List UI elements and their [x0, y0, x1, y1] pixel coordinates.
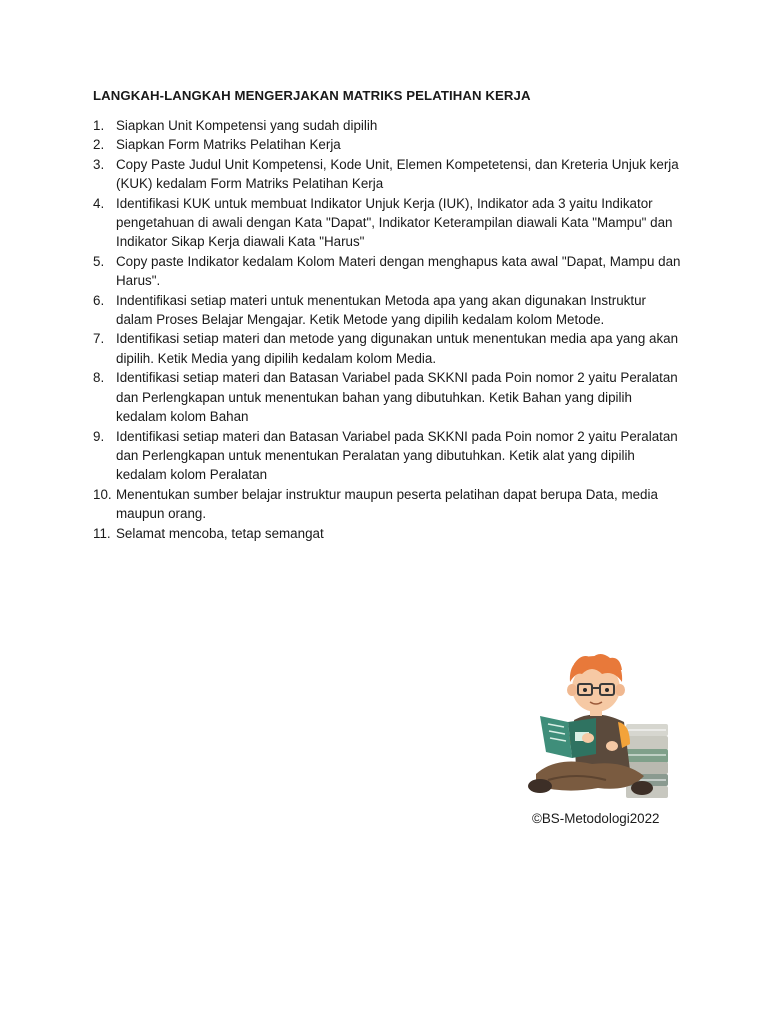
step-number: 10.	[93, 486, 112, 502]
step-number: 7.	[93, 331, 105, 347]
step-item	[93, 427, 683, 485]
step-number: 2.	[93, 137, 105, 153]
step-item	[93, 329, 683, 368]
step-item	[93, 291, 683, 330]
step-item	[93, 368, 683, 426]
step-item	[93, 116, 683, 135]
step-item	[93, 135, 683, 154]
step-text: Identifikasi setiap materi dan Batasan Variabel pada SKKNI pada Poin nomor 2 yaitu Peralatan dan Perlengkapan untuk menentukan bahan yang dibutuhkan. Ketik Bahan yang dipilih kedalam kolom Bahan	[116, 370, 678, 425]
step-number: 1.	[93, 118, 105, 133]
step-number: 4.	[93, 195, 105, 211]
step-number: 5.	[93, 253, 105, 269]
step-item	[93, 155, 683, 194]
step-text: Indentifikasi setiap materi untuk menentukan Metoda apa yang akan digunakan Instruktur dalam Proses Belajar Mengajar. Ketik Metode yang dipilih kedalam kolom Metode.	[116, 292, 647, 328]
step-text: Identifikasi setiap materi dan metode yang digunakan untuk menentukan media apa yang akan dipilih. Ketik Media yang dipilih kedalam kolom Media.	[116, 331, 679, 366]
boy-reading-book-illustration	[526, 652, 672, 802]
step-text: Siapkan Form Matriks Pelatihan Kerja	[116, 137, 341, 153]
step-number: 9.	[93, 428, 105, 444]
step-text: Copy Paste Judul Unit Kompetensi, Kode Unit, Elemen Kompetetensi, dan Kreteria Unjuk kerja (KUK) kedalam Form Matriks Pelatihan Kerja	[116, 156, 679, 192]
step-number: 11.	[93, 525, 111, 541]
copyright-text: ©BS-Metodologi2022	[532, 811, 660, 826]
step-item	[93, 524, 683, 543]
step-number: 3.	[93, 156, 105, 172]
step-text: Identifikasi KUK untuk membuat Indikator Unjuk Kerja (IUK), Indikator ada 3 yaitu Indikator pengetahuan di awali dengan Kata "Dapat", Indikator Keterampilan diawali Kata "Mampu" dan Indikator Sikap Kerja diawali Kata "Harus"	[116, 195, 673, 250]
step-item	[93, 485, 683, 524]
step-text: Selamat mencoba, tetap semangat	[116, 525, 324, 541]
step-number: 6.	[93, 292, 105, 308]
document-title: LANGKAH-LANGKAH MENGERJAKAN MATRIKS PELATIHAN KERJA	[93, 88, 531, 103]
step-text: Identifikasi setiap materi dan Batasan Variabel pada SKKNI pada Poin nomor 2 yaitu Peralatan dan Perlengkapan untuk menentukan Peralatan yang dibutuhkan. Ketik alat yang dipilih kedalam kolom Peralatan	[116, 428, 678, 483]
step-number: 8.	[93, 370, 105, 386]
step-text: Siapkan Unit Kompetensi yang sudah dipilih	[116, 118, 378, 133]
steps-list	[93, 116, 683, 543]
step-text: Menentukan sumber belajar instruktur maupun peserta pelatihan dapat berupa Data, media maupun orang.	[116, 486, 658, 522]
step-text: Copy paste Indikator kedalam Kolom Materi dengan menghapus kata awal "Dapat, Mampu dan Harus".	[116, 253, 681, 289]
step-item	[93, 252, 683, 291]
step-item	[93, 194, 683, 252]
